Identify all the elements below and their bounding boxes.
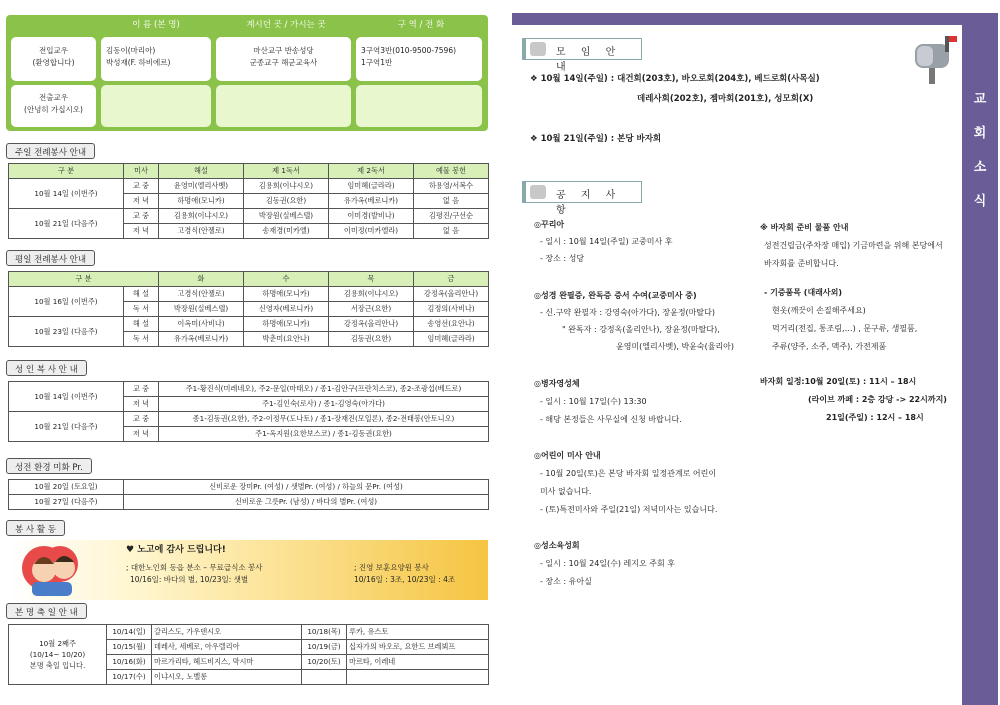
place-1: 마산교구 반송성당 bbox=[253, 46, 314, 55]
bazaar-title: ※ 바자회 준비 물품 안내 bbox=[760, 223, 849, 232]
notice-title: ◎어린이 미사 안내 bbox=[534, 451, 601, 460]
cell: 주1-황진식(미레네오), 주2-문일(마태오) / 종1-김안구(프란치스코), 종2-조광섭(베드로) bbox=[159, 382, 489, 397]
notice-title: ◎병자영성체 bbox=[534, 379, 580, 388]
cell: 김정의(사비나) bbox=[414, 302, 489, 317]
meeting-tab-label: 모 임 안 내 bbox=[556, 47, 622, 73]
cell: 10/15(월) bbox=[107, 640, 152, 655]
transfer-in-sub: (환영합니다) bbox=[32, 58, 75, 67]
col-header: 구 분 bbox=[9, 272, 159, 287]
bazaar-desc-2: 바자회를 준비합니다. bbox=[764, 259, 839, 268]
cell: 박춘미(요안나) bbox=[244, 332, 329, 347]
service-banner bbox=[8, 540, 488, 600]
cell: 10/20(토) bbox=[302, 655, 347, 670]
altar-table bbox=[8, 381, 489, 442]
cell: 신비로운 장미Pr. (여성) / 샛별Pr. (여성) / 하늘의 문Pr. (여성) bbox=[124, 480, 489, 495]
bazaar-schedule-1: 바자회 일정:10월 20일(토) : 11시 – 18시 bbox=[760, 377, 917, 386]
header-name: 이 름 (본 명) bbox=[132, 20, 180, 30]
date-cell: 10월 23일 (다음주) bbox=[9, 317, 124, 347]
cell: 루카, 유스토 bbox=[347, 625, 489, 640]
name-2: 박성재(F. 하비에르) bbox=[106, 58, 171, 67]
transfer-out-contact-cell bbox=[356, 85, 482, 127]
transfer-out-place-cell bbox=[216, 85, 351, 127]
notice-line: - (토)특전미사와 주일(21일) 저녁미사는 있습니다. bbox=[540, 505, 718, 514]
cell: 김평진/구선순 bbox=[414, 209, 489, 224]
cell: 교 중 bbox=[124, 412, 159, 427]
cell: 김동권(요한) bbox=[244, 194, 329, 209]
vertical-title-2: 회 bbox=[973, 126, 987, 141]
table-row bbox=[9, 480, 489, 495]
cell: 박장원(실베스텔) bbox=[159, 302, 244, 317]
cell: 하명애(모니카) bbox=[159, 194, 244, 209]
table-row bbox=[9, 209, 489, 224]
cell: 강정옥(올리안나) bbox=[414, 287, 489, 302]
feast-table bbox=[8, 624, 489, 685]
cell: 고경식(안젤로) bbox=[159, 287, 244, 302]
cell bbox=[302, 670, 347, 685]
col-header: 해설 bbox=[159, 164, 244, 179]
col-header: 수 bbox=[244, 272, 329, 287]
cleaning-table bbox=[8, 479, 489, 510]
cell: 신비로운 그릇Pr. (남성) / 바다의 별Pr. (여성) bbox=[124, 495, 489, 510]
cell: 교 중 bbox=[124, 382, 159, 397]
section-sunday-liturgy: 주일 전례봉사 안내 bbox=[6, 143, 95, 159]
cell: 주1-옥지원(요한보스코) / 종1-김동권(요한) bbox=[159, 427, 489, 442]
mailbox-icon bbox=[905, 30, 961, 86]
cell: 마르가리타, 헤드비지스, 막시마 bbox=[152, 655, 302, 670]
bazaar-desc-1: 성전건립금(주차장 매입) 기금마련을 위해 본당에서 bbox=[764, 241, 943, 250]
cell: 하명애(모니카) bbox=[244, 317, 329, 332]
sunday-header-row bbox=[9, 164, 489, 179]
notice-tab-label: 공 지 사 항 bbox=[556, 190, 622, 216]
col-header: 금 bbox=[414, 272, 489, 287]
notice-line: - 10월 20일(토)은 본당 바자회 일정관계로 어린이 bbox=[540, 469, 717, 478]
cell: 하명애(모니카) bbox=[244, 287, 329, 302]
cell: 10/16(화) bbox=[107, 655, 152, 670]
service-right-title: ; 진영 보훈요양원 봉사 bbox=[354, 563, 429, 572]
weekday-header-row bbox=[9, 272, 489, 287]
col-header: 미사 bbox=[124, 164, 159, 179]
bazaar-donation-2: 먹거리(전집, 통조림,…) , 문구류, 생필품, bbox=[772, 324, 918, 333]
col-header: 화 bbox=[159, 272, 244, 287]
right-side-bar bbox=[962, 13, 998, 705]
notice-line: - 일시 : 10월 17일(수) 13:30 bbox=[540, 397, 647, 406]
cell: 10/17(수) bbox=[107, 670, 152, 685]
date-cell: 10월 27일 (다음주) bbox=[9, 495, 124, 510]
table-row bbox=[9, 382, 489, 397]
transfer-out-title: 전출교우 bbox=[39, 93, 68, 102]
cell bbox=[347, 670, 489, 685]
cell: 십자가의 바오로, 요한드 브레뵈프 bbox=[347, 640, 489, 655]
cell: 서장근(요한) bbox=[329, 302, 414, 317]
bazaar-schedule-3: 21일(주일) : 12시 – 18시 bbox=[826, 413, 924, 422]
col-header: 예물 봉헌 bbox=[414, 164, 489, 179]
meeting-line-1: ❖ 10월 14일(주일) : 대건회(203호), 바오로회(204호), 베드로회(사목실) bbox=[530, 74, 820, 84]
meeting-tab bbox=[522, 38, 642, 73]
date-cell: 10월 14일 (이번주) bbox=[9, 382, 124, 412]
notice-title: ◎성소육성회 bbox=[534, 541, 580, 550]
cell: 김동권(요한) bbox=[329, 332, 414, 347]
table-row bbox=[9, 625, 489, 640]
cell: 김용희(이냐시오) bbox=[329, 287, 414, 302]
cell: 송영선(요안나) bbox=[414, 317, 489, 332]
notice-line: 미사 없습니다. bbox=[540, 487, 592, 496]
cell: 마르타, 이레네 bbox=[347, 655, 489, 670]
cell: 갈리스도, 가우덴시오 bbox=[152, 625, 302, 640]
cell: 10/19(금) bbox=[302, 640, 347, 655]
transfer-in-names bbox=[101, 37, 211, 81]
transfer-in-label bbox=[11, 37, 96, 81]
transfer-out-name-cell bbox=[101, 85, 211, 127]
feast-message: 본명 축일 입니다. bbox=[29, 661, 86, 670]
service-right-detail: 10/16일 : 3조, 10/23일 : 4조 bbox=[354, 575, 456, 584]
table-row bbox=[9, 412, 489, 427]
section-feast-days: 본 명 축 일 안 내 bbox=[6, 603, 87, 619]
cell: 신영자(베로니카) bbox=[244, 302, 329, 317]
section-altar-servers: 성 인 복 사 안 내 bbox=[6, 360, 87, 376]
cell: 박장원(실베스텔) bbox=[244, 209, 329, 224]
cell: 송재경(미카엘) bbox=[244, 224, 329, 239]
cell: 주1-김인숙(로사) / 종1-김영숙(아가다) bbox=[159, 397, 489, 412]
weekday-table bbox=[8, 271, 489, 347]
notice-line: " 완독자 : 강정옥(올리안나), 장윤정(마탈다), bbox=[562, 325, 720, 334]
cell: 종1-김동권(요한), 주2-이정무(도나토) / 종1-장재진(모일론), 종2-전태봉(안토니오) bbox=[159, 412, 489, 427]
header-place: 계시던 곳 / 가시는 곳 bbox=[246, 20, 326, 30]
section-weekday-liturgy: 평일 전례봉사 안내 bbox=[6, 250, 95, 266]
cell: 윤영미(엘리사벳) bbox=[159, 179, 244, 194]
cell: 10/14(일) bbox=[107, 625, 152, 640]
cell: 유가옥(베로니카) bbox=[159, 332, 244, 347]
vertical-title-3: 소 bbox=[973, 160, 987, 175]
cell: 이냐시오, 노벨롱 bbox=[152, 670, 302, 685]
place-2: 군종교구 해군교육사 bbox=[249, 58, 318, 67]
notice-title: ◎성경 완필증, 완독증 증서 수여(교중미사 중) bbox=[534, 291, 697, 300]
cell: 교 중 bbox=[124, 209, 159, 224]
section-service: 봉 사 활 동 bbox=[6, 520, 65, 536]
name-1: 김동이(마리아) bbox=[106, 46, 156, 55]
table-row bbox=[9, 317, 489, 332]
service-left-detail: 10/16일: 바다의 별, 10/23일: 샛별 bbox=[130, 575, 249, 584]
cell: 하용영/서복수 bbox=[414, 179, 489, 194]
cell: 없 음 bbox=[414, 194, 489, 209]
feast-week: 10월 2째주 bbox=[39, 639, 76, 648]
feast-week-cell bbox=[9, 625, 107, 685]
col-header: 목 bbox=[329, 272, 414, 287]
cell: 해 설 bbox=[124, 287, 159, 302]
notice-title: ◎꾸리아 bbox=[534, 220, 565, 229]
bazaar-donation-title: - 기증품목 (대래사외) bbox=[764, 288, 843, 297]
vertical-title-1: 교 bbox=[973, 92, 987, 107]
date-cell: 10월 16일 (이번주) bbox=[9, 287, 124, 317]
feast-range: (10/14~ 10/20) bbox=[29, 650, 86, 659]
meeting-line-3: ❖ 10월 21일(주일) : 본당 바자회 bbox=[530, 134, 662, 144]
right-header-bar bbox=[512, 13, 998, 25]
cell: 10/18(목) bbox=[302, 625, 347, 640]
cell: 저 녁 bbox=[124, 224, 159, 239]
notice-line: 윤영미(엘리사벳), 박윤숙(율리아) bbox=[616, 342, 735, 351]
contact-2: 1구역1반 bbox=[361, 58, 393, 67]
transfer-in-contacts bbox=[356, 37, 482, 81]
cell: 저 녁 bbox=[124, 397, 159, 412]
family-illustration-icon bbox=[14, 542, 102, 598]
notice-line: - 장소 : 성당 bbox=[540, 254, 585, 263]
transfer-box bbox=[6, 15, 488, 131]
notice-line: - 장소 : 유아실 bbox=[540, 577, 592, 586]
cell: 이옥미(사비나) bbox=[159, 317, 244, 332]
cell: 독 서 bbox=[124, 302, 159, 317]
meeting-line-2: 데레사회(202호), 젬마회(201호), 성모회(X) bbox=[637, 94, 814, 104]
transfer-in-title: 전입교우 bbox=[39, 46, 68, 55]
cell: 교 중 bbox=[124, 179, 159, 194]
col-header: 구 분 bbox=[9, 164, 124, 179]
table-row bbox=[9, 495, 489, 510]
meeting-tab-icon bbox=[530, 42, 546, 56]
cell: 유가옥(베로니카) bbox=[329, 194, 414, 209]
cell: 독 서 bbox=[124, 332, 159, 347]
notice-line: - 신.구약 완필자 : 강영숙(아가다), 장윤정(마탈다) bbox=[540, 308, 715, 317]
date-cell: 10월 21일 (다음주) bbox=[9, 412, 124, 442]
notice-line: - 해당 본정들은 사무실에 신청 바랍니다. bbox=[540, 415, 682, 424]
cell: 임미혜(글라라) bbox=[329, 179, 414, 194]
bazaar-donation-1: 현옷(깨끗이 손질해주세요) bbox=[772, 306, 866, 315]
cell: 김용희(이냐시오) bbox=[244, 179, 329, 194]
cell: 고경식(안젤로) bbox=[159, 224, 244, 239]
cell: 데레사, 세베로, 아우렐리아 bbox=[152, 640, 302, 655]
sunday-table bbox=[8, 163, 489, 239]
col-header: 제 2독서 bbox=[329, 164, 414, 179]
cell: 해 설 bbox=[124, 317, 159, 332]
table-row bbox=[9, 287, 489, 302]
cell: 강정옥(올리안나) bbox=[329, 317, 414, 332]
transfer-in-places bbox=[216, 37, 351, 81]
service-left-title: ; 대한노인회 동읍 분소 – 무료급식소 봉사 bbox=[126, 563, 263, 572]
date-cell: 10월 21일 (다음주) bbox=[9, 209, 124, 239]
transfer-out-sub: (안녕히 가십시오) bbox=[24, 105, 83, 114]
vertical-title-4: 식 bbox=[973, 194, 987, 209]
notice-tab-icon bbox=[530, 185, 546, 199]
table-row bbox=[9, 179, 489, 194]
date-cell: 10월 14일 (이번주) bbox=[9, 179, 124, 209]
cell: 저 녁 bbox=[124, 427, 159, 442]
cell: 없 음 bbox=[414, 224, 489, 239]
notice-line: - 일시 : 10월 14일(주일) 교중미사 후 bbox=[540, 237, 673, 246]
bazaar-schedule-2: (라이브 까페 : 2층 강당 -> 22시까지) bbox=[808, 395, 947, 404]
cell: 이미정(미카엘라) bbox=[329, 224, 414, 239]
transfer-out-label bbox=[11, 85, 96, 127]
notice-tab bbox=[522, 181, 642, 216]
col-header: 제 1독서 bbox=[244, 164, 329, 179]
header-contact: 구 역 / 전 화 bbox=[397, 20, 445, 30]
bazaar-donation-3: 주류(양주, 소주, 맥주), 가전제품 bbox=[772, 342, 887, 351]
service-thanks: ♥ 노고에 감사 드립니다! bbox=[126, 545, 226, 555]
contact-1: 3구역3반(010-9500-7596) bbox=[361, 46, 457, 55]
cell: 임미혜(글라라) bbox=[414, 332, 489, 347]
cell: 이미경(발비나) bbox=[329, 209, 414, 224]
notice-line: - 일시 : 10월 24일(수) 레지오 주회 후 bbox=[540, 559, 675, 568]
cell: 김용희(이냐시오) bbox=[159, 209, 244, 224]
section-cleaning: 성전 환경 미화 Pr. bbox=[6, 458, 92, 474]
cell: 저 녁 bbox=[124, 194, 159, 209]
date-cell: 10월 20일 (토요일) bbox=[9, 480, 124, 495]
